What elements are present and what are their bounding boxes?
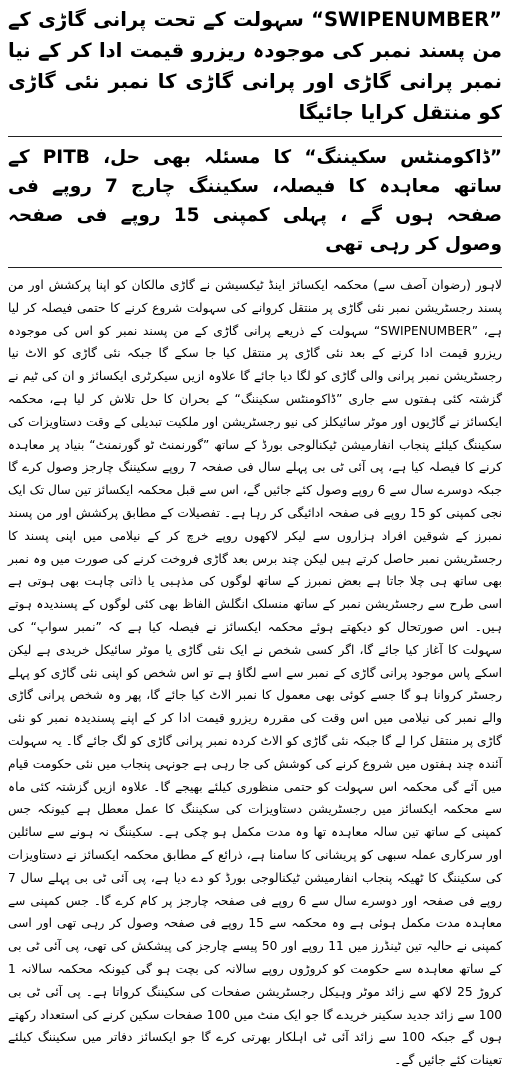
article-body xyxy=(8,274,502,1072)
divider xyxy=(8,136,502,137)
headline: ”SWIPENUMBER“ سہولت کے تحت پرانی گاڑی کے من پسند نمبر کی موجودہ ریزرو قیمت ادا کر کے نیا نمبر پرانی گاڑی اور پرانی گاڑی کا نمبر نئی گاڑی کو منتقل کرایا جائیگا xyxy=(8,8,502,124)
divider xyxy=(8,267,502,268)
subheadline: ”ڈاکومنٹس سکیننگ“ کا مسئلہ بھی حل، PITB کے ساتھ معاہدہ کا فیصلہ، سکیننگ چارج 7 روپے فی صفحہ ہوں گے ، پہلی کمپنی 15 روپے فی صفحہ وصول کر رہی تھی xyxy=(8,147,502,255)
article-paragraph: لاہور (رضوان آصف سے) محکمہ ایکسائز اینڈ ٹیکسیشن نے گاڑی مالکان کو اپنا پرکشش اور من پسند رجسٹریشن نمبر نئی گاڑی پر منتقل کروانے کی سہولت شروع کرنے کا حتمی فیصلہ کر لیا ہے، ”SWIPENUMBER“ سہولت کے ذریعے پرانی گاڑی کے من پسند نمبر کو اس کی موجودہ ریزرو قیمت ادا کرنے کے بعد نئی گاڑی پر منتقل کیا جا سکے گا جبکہ نئی گاڑی کو الاٹ نیا رجسٹریشن نمبر پرانی والی گاڑی کو لگا دیا جائے گا علاوہ ازیں سیکرٹری ایکسائز و ان کی ٹیم نے گزشتہ کئی ہفتوں سے جاری ”ڈاکومنٹس سکیننگ“ کے بحران کا حل تلاش کر لیا ہے، محکمہ ایکسائز نے گاڑیوں اور موٹر سائیکلز کی نیو رجسٹریشن اور ملکیت تبدیلی کے وقت دستاویزات کی سکیننگ کیلئے پنجاب انفارمیشن ٹیکنالوجی بورڈ کے ساتھ ”گورنمنٹ ٹو گورنمنٹ“ بنیاد پر معاہدہ کرنے کا فیصلہ کیا ہے، پی آئی ٹی بی پہلے سال فی صفحہ 7 روپے سکیننگ چارجز وصول کرے گا جبکہ دوسرے سال سے 6 روپے وصول کئے جائیں گے، اس سے قبل محکمہ ایکسائز تین سال تک ایک نجی کمپنی کو 15 روپے فی صفحہ ادائیگی کر رہا ہے۔ تفصیلات کے مطابق پرکشش اور من پسند نمبرز کے شوقین افراد ہزاروں سے لیکر لاکھوں روپے خرچ کر کے نیلامی میں اپنی پسند کا رجسٹریشن نمبر حاصل کرتے ہیں لیکن چند برس بعد گاڑی فروخت کرنے کی صورت میں وہ نمبر بھی ساتھ ہی چلا جاتا ہے بعض نمبرز کے ساتھ لوگوں کی مذہبی یا ذاتی چاہت بھی ہوتی ہے اسی طرح سے رجسٹریشن نمبر کے ساتھ منسلک انگلش الفاظ بھی کئی لوگوں کے پسندیدہ ہوتے ہیں۔ اس صورتحال کو دیکھتے ہوئے محکمہ ایکسائز نے فیصلہ کیا ہے کہ ”نمبر سواپ“ کی سہولت کا آغاز کیا جائے گا، اگر کسی شخص نے ایک نئی گاڑی یا موٹر سائیکل خریدی ہے لیکن اسکے پاس موجود پرانی گاڑی کے نمبر سے اسے لگاؤ ہے تو اس شخص کو اپنی نئی گاڑی کو پہلے رجسٹر کروانا ہو گا جسے کوئی بھی معمول کا نمبر الاٹ کیا جائے گا، پھر وہ شخص پرانی گاڑی والے نمبر کی نیلامی میں اس وقت کی مقررہ ریزرو قیمت ادا کر کے اپنے پسندیدہ نمبر کو نئی گاڑی پر منتقل کرا لے گا جبکہ نئی گاڑی کو الاٹ کردہ نمبر پرانی گاڑی کو لگ جائے گا۔ یہ سہولت آئندہ چند ہفتوں میں شروع کرنے کی کوشش کی جا رہی ہے جونہی پنجاب میں نئی حکومت قیام میں آئے گی محکمہ اس سہولت کو حتمی منظوری کیلئے بھیجے گا۔ علاوہ ازیں گزشتہ کئی ماہ سے محکمہ ایکسائز میں رجسٹریشن دستاویزات کی سکیننگ کا عمل معطل ہے کیونکہ جس کمپنی کے ساتھ تین سالہ معاہدہ تھا وہ مدت مکمل ہو چکی ہے۔ سکیننگ نہ ہونے سے سائلین اور سرکاری عملہ سبھی کو پریشانی کا سامنا ہے، ذرائع کے مطابق محکمہ ایکسائز نے دستاویزات کی سکیننگ کا ٹھیکہ پنجاب انفارمیشن ٹیکنالوجی بورڈ کو دے دیا ہے، پی آئی ٹی بی پہلے سال 7 روپے فی صفحہ اور دوسرے سال سے 6 روپے فی صفحہ چارجز پر کام کرے گا۔ جس کمپنی سے معاہدہ مدت مکمل ہوئی ہے وہ محکمہ سے 15 روپے فی صفحہ وصول کر رہی تھی اور اسی کمپنی نے حالیہ تین ٹینڈرز میں 11 روپے اور 50 پیسے چارجز کی پیشکش کی تھی، پی آئی ٹی بی کے ساتھ معاہدہ سے حکومت کو کروڑوں روپے سالانہ کی بچت ہو گی کیونکہ محکمہ سالانہ 1 کروڑ 25 لاکھ سے زائد موٹر وہیکل رجسٹریشن صفحات کی سکیننگ کرواتا ہے۔ پی آئی ٹی بی 100 سے زائد جدید سکینر خریدے گا جو ایک منٹ میں 100 صفحات سکین کرنے کی استعداد رکھتے ہوں گے جبکہ 100 سے زائد آئی ٹی اہلکار بھرتی کرے گا جو ایکسائز دفاتر میں سکیننگ کیلئے تعینات کئے جائیں گے۔ xyxy=(8,278,503,1068)
